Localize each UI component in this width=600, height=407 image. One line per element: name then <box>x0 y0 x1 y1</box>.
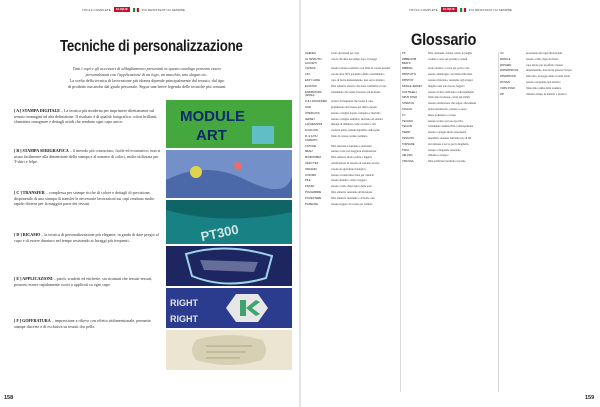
header-catalog: TOOLS COMPLETE <box>82 7 111 12</box>
glossary-entry <box>305 174 401 178</box>
photo-label: MODULE <box>180 108 245 125</box>
glossary-definition: filato tinto in massa, colori più stabili <box>428 96 470 100</box>
glossary-term: LAVORAZIONI <box>305 123 323 127</box>
glossary-definition: manufatto ottenuto dall'intreccio di fili <box>428 136 472 140</box>
glossary-definition: lavorazione a trecce per la maglieria <box>428 142 469 146</box>
glossary-term: AL TESSUTO / ACCORTI <box>305 57 323 65</box>
glossary-term: YARN DYED <box>500 86 515 90</box>
glossary-entry <box>305 203 401 207</box>
photo-embroidery <box>166 246 292 286</box>
glossary-definition: certificazione di assenza di sostanze nocive <box>331 161 380 165</box>
glossary-entry <box>500 93 596 97</box>
photo-digital-print <box>166 100 292 148</box>
page-title: Tecniche di personalizzazione <box>60 38 243 55</box>
glossary-entry <box>305 112 401 116</box>
glossary-term: POLIESTERE <box>305 196 322 200</box>
glossary-definition: trattamento che rende il tessuto più morbido <box>331 90 381 94</box>
embroidered-letters-icon <box>166 100 292 148</box>
header-catalog: TOOLS COMPLETE <box>409 7 438 12</box>
glossary-entry <box>500 75 596 79</box>
intro-text <box>26 66 268 90</box>
intro-line: Tutti i capi e gli accessori di abbigliamento presentati in questo catalogo possono essere <box>72 66 222 71</box>
glossary-definition: impermeabile, non lascia passare l'acqua <box>526 69 572 73</box>
glossary-entry <box>305 123 401 127</box>
glossary-term: WAFFLE <box>500 57 511 61</box>
glossary-term: TASLAN <box>402 107 412 111</box>
glossary-entry <box>305 191 401 195</box>
technique-description: – patch, scudetti ed etichette, sia ricamati che tessuti-tessuti, possono essere rapidamente cuciti o applicati su ogni capo. <box>14 276 153 287</box>
glossary-entry <box>500 64 596 68</box>
intro-line: di prodotto ma anche dal grado personale. Segue una breve legenda delle tecniche più comuni. <box>67 84 227 89</box>
glossary-entry <box>402 131 498 135</box>
glossary-term: ENZIMATURA (WASH) <box>305 90 322 98</box>
technique-code: [ C ] TRANSFER <box>14 190 45 195</box>
glossary-title: Glossario <box>411 30 477 49</box>
glossary-entry <box>402 114 498 118</box>
header-badge: CLIQUE <box>442 7 455 11</box>
glossary-entry <box>305 73 401 77</box>
glossary-definition: trattamento antimacchia e idrorepellente <box>428 125 474 129</box>
page-number-right: 159 <box>585 395 595 401</box>
glossary-entry <box>305 58 401 66</box>
photo-embossing <box>166 330 292 370</box>
glossary-definition: tecnica di maglieria che forma il capo <box>331 100 374 104</box>
glossary-term: INTERLOCK <box>305 111 320 115</box>
glossary-definition: filato di cotone cardato pettinato <box>331 134 368 138</box>
glossary-term: EASY CARE <box>305 78 320 82</box>
glossary-definition: tessuto leggero di cotone per camicie <box>331 202 373 206</box>
glossary-term: TESSUTO <box>402 136 415 140</box>
glossary-definition: tessuto a trama intrecciata per camicie <box>331 173 374 177</box>
header-subtitle: PIU RESISTENTI DI SEMPRE <box>468 7 513 12</box>
technique-description: – la tecnica di personalizzazione più elegante, in grado di dare pregio al capo e di essere duraturo nel tempo resistendo ai lavaggi più frequenti. <box>14 232 159 243</box>
glossary-entry <box>402 160 498 164</box>
glossary-definition: nylon testurizzato, robusto e opaco <box>428 107 468 111</box>
glossary-term: PIQUET <box>305 185 315 189</box>
page-number-left: 158 <box>4 395 14 401</box>
glossary-definition: chiusura lampo in metallo o plastica <box>526 92 567 96</box>
glossary-definition: scelta dei tessuti per capi <box>331 52 359 55</box>
patch-badge-icon <box>166 288 292 328</box>
italian-flag-icon <box>133 8 139 12</box>
glossary-entry <box>305 67 401 71</box>
glossary-columns <box>301 52 600 392</box>
glossary-entry <box>402 58 498 66</box>
glossary-term: CFC <box>305 73 311 77</box>
glossary-entry <box>305 150 401 154</box>
technique-item <box>14 108 162 125</box>
glossary-entry <box>305 129 401 133</box>
glossary-definition: tessuto antistrappo con trama rinforzata <box>428 73 473 77</box>
glossary-entry <box>402 143 498 147</box>
photo-label: RIGHT <box>170 298 198 308</box>
glossary-definition: chiusura a strappo <box>428 154 449 158</box>
glossary-definition: fibra sintetica molto sottile e leggera <box>331 156 372 160</box>
glossary-definition: protezione dai raggi ultravioletti <box>526 52 563 55</box>
embroidery-icon <box>166 246 292 286</box>
glossary-entry <box>402 120 498 124</box>
glossary-entry <box>305 168 401 172</box>
glossary-term: TERRY <box>402 131 411 135</box>
glossary-entry <box>402 154 498 158</box>
glossary-term: AGENDA <box>305 52 316 55</box>
glossary-definition: antivento, protegge dalle correnti d'aria <box>526 75 570 79</box>
glossary-entry <box>500 58 596 62</box>
technique-code: [ E ] APPLICAZIONI <box>14 276 53 281</box>
technique-item <box>14 148 162 165</box>
glossary-term: TORSADE <box>402 142 415 146</box>
glossary-entry <box>402 85 498 89</box>
svg-text:ART: ART <box>196 127 227 144</box>
glossary-entry <box>500 87 596 91</box>
glossary-definition: fibra sintetica elastica che dona vestibilità al capo <box>331 84 387 88</box>
glossary-definition: fibra naturale traspirante e resistente <box>331 144 372 148</box>
glossary-definition: cotone da agricoltura biologica <box>331 167 366 171</box>
glossary-entry <box>305 79 401 83</box>
glossary-entry <box>305 145 401 149</box>
glossary-definition: tessuto tecnico antivento e idrorepellente <box>428 90 474 94</box>
header-badge: CLIQUE <box>115 7 128 11</box>
glossary-term: MESH <box>305 150 313 154</box>
glossary-entry <box>402 79 498 83</box>
photo-screen-print <box>166 150 292 198</box>
glossary-entry <box>402 137 498 141</box>
glossary-term: ELASTAN <box>305 84 317 88</box>
glossary-entry <box>402 91 498 95</box>
glossary-column <box>305 52 401 208</box>
glossary-term: JERSEY <box>305 117 316 121</box>
glossary-definition: tessuto a maglia semplice, morbido ed elastico <box>331 117 384 121</box>
glossary-term: WOVEN <box>500 80 510 84</box>
glossary-entry <box>305 156 401 160</box>
glossary-entry <box>305 100 401 104</box>
glossary-entry <box>305 197 401 201</box>
technique-code: [ B ] STAMPA SERIGRAFICA <box>14 148 69 153</box>
glossary-definition: filato tinto prima della tessitura <box>526 86 562 90</box>
glossary-definition: bordo elastico a coste per polsi e vita <box>428 67 470 71</box>
intro-line: La scelta della tecnica di lavorazione più idonea dipende principalmente dal tessuto, dal tipo <box>69 78 225 83</box>
glossary-term: ZIP <box>500 92 505 96</box>
glossary-term: SOFTSHELL <box>402 90 418 94</box>
technique-item <box>14 190 162 207</box>
glossary-column <box>500 52 596 98</box>
glossary-term: GSM <box>305 105 311 109</box>
glossary-term: FULL FASHIONED <box>305 100 327 104</box>
glossary-term: SPUN DYED <box>402 96 418 100</box>
glossary-entry <box>305 179 401 183</box>
embossed-logo-icon <box>166 330 292 370</box>
glossary-term: UV <box>500 52 504 55</box>
glossary-definition: fibra artificiale morbida e lucente <box>428 160 466 164</box>
glossary-definition: colore che dura nel tempo dopo i lavaggi <box>331 57 377 61</box>
glossary-definition: cucitura piatta, nessun ingombro sulla pelle <box>331 129 380 133</box>
glossary-term: FLATLOCK <box>305 129 319 133</box>
technique-description: – complessa per stampe ricche di colore e dettagli di precisione, disponendo di una stampa di transfer le necessarie lavorazioni sui capi rendono molto rapido diverse per la maggior parte dei tessuti. <box>14 190 155 207</box>
glossary-definition: tessuto rinforzato, resistente agli strappi <box>428 78 473 82</box>
glossary-definition: maglia a una sola faccia, leggera <box>428 84 465 88</box>
photo-patch <box>166 288 292 328</box>
intro-line: personalizzati con l'applicazione di un logo, un marchio, uno slogan etc.. <box>85 72 209 77</box>
glossary-entry <box>500 52 596 56</box>
glossary-entry <box>402 52 498 56</box>
glossary-definition: tessuto elasticizzato che segue i movimenti <box>428 102 477 106</box>
glossary-definition: tessuto a diagonale resistente <box>428 148 461 152</box>
glossary-term: VELCRO <box>402 154 413 158</box>
glossary-definition: fibre resistenti, trattate contro le pieghe <box>428 52 472 55</box>
glossary-entry <box>500 81 596 85</box>
page-right <box>301 0 600 407</box>
glossary-term: POPELINE <box>305 202 318 206</box>
glossary-definition: cotone oltre 50% garantito ottimo assorbimento <box>331 73 385 77</box>
glossary-term: CANVAS <box>305 67 316 71</box>
technique-description: – La tecnica più moderna per imprimere direttamente sul tessuto immagini ad alta definizione. Il risultato è di qualità fotografica: colori brillanti, sfumature omogenee e dettagli nitidi che rendono ogni capo unico. <box>14 108 158 125</box>
glossary-term: TECHNO <box>402 119 413 123</box>
printed-fabric-icon <box>166 150 292 198</box>
glossary-entry <box>402 108 498 112</box>
glossary-definition: dettagli di rifinitura come cuciture e orli <box>331 123 376 127</box>
glossary-term: ORGANIC <box>305 167 318 171</box>
glossary-term: SINGLE JERSEY <box>402 84 423 88</box>
glossary-term: MICROFIBRA <box>305 156 322 160</box>
glossary-term: RIPSTOP N <box>402 73 416 77</box>
glossary-definition: tessuto a maglia doppia compatto e morbido <box>331 111 381 115</box>
glossary-entry <box>305 106 401 110</box>
glossary-definition: tessuto robusto realizzato con filati di cotone pesante <box>331 67 391 71</box>
glossary-term: VISCOSA <box>402 160 414 164</box>
glossary-entry <box>402 67 498 71</box>
running-header-left <box>82 6 185 13</box>
glossary-definition: tessuto tecnico per uso sportivo <box>428 119 464 123</box>
technique-description: – il metodo più conosciuto, facile ed economico, non si usura facilmente alla dimensione della stampa e al numero di colori, molto utilizzata per T-shirt e felpe. <box>14 148 161 165</box>
glossary-term: OEKO TEX <box>305 161 319 165</box>
glossary-term: STRETCH <box>402 102 415 106</box>
glossary-term: RIBBING <box>402 67 413 71</box>
glossary-definition: tessuto a nido d'ape in rilievo <box>526 57 559 61</box>
header-subtitle: PIU RESISTENTI DI SEMPRE <box>141 7 186 12</box>
technique-item <box>14 276 162 287</box>
glossary-definition: fibra sintetica resistente all'abrasione <box>331 190 373 194</box>
running-header-right <box>409 6 512 13</box>
glossary-entry <box>500 69 596 73</box>
glossary-term: WINDPROOF <box>500 75 517 79</box>
glossary-term: M. E A PIU CARDATO <box>305 134 318 142</box>
glossary-term: TC <box>402 113 406 117</box>
glossary-definition: capo di facile manutenzione, non serve stiratura <box>331 78 385 82</box>
glossary-term: WATERPROOF <box>500 69 519 73</box>
glossary-definition: tessuto ortogonale non elastico <box>526 80 561 84</box>
svg-text:RIGHT: RIGHT <box>170 314 198 324</box>
glossary-entry <box>305 91 401 99</box>
glossary-definition: grammatura del tessuto per metro quadro <box>331 105 378 109</box>
glossary-entry <box>402 102 498 106</box>
glossary-term: PILE <box>305 179 311 183</box>
glossary-entry <box>402 149 498 153</box>
glossary-definition: tessuto a rete per maggiore traspirazione <box>331 150 377 154</box>
technique-code: [ F ] GOFFRATURA <box>14 318 51 323</box>
glossary-term: TWILL <box>402 148 410 152</box>
glossary-entry <box>402 96 498 100</box>
technique-description: – impressione a rilievo con effetto tridimensionale, permette stampe discrete e di esclusiva su tessuti che pelle. <box>14 318 151 329</box>
page-left <box>0 0 299 407</box>
glossary-definition: fibra sintetica resistente e di facile cura <box>331 196 375 200</box>
glossary-definition: tessuto a spugna molto assorbente <box>428 131 467 135</box>
glossary-term: WASHED <box>500 63 512 67</box>
glossary-term: COTONE <box>305 144 317 148</box>
photo-label: PT300 <box>199 221 240 244</box>
glossary-definition: misto poliestere e cotone <box>428 113 456 117</box>
technique-code: [ A ] STAMPA DIGITALE <box>14 108 60 113</box>
italian-flag-icon <box>460 8 466 12</box>
glossary-term: TEFLON <box>402 125 413 129</box>
glossary-entry <box>305 118 401 122</box>
glossary-term: RIPSTOP <box>402 78 414 82</box>
technique-code: [ D ] RICAMO <box>14 232 41 237</box>
glossary-entry <box>402 73 498 77</box>
glossary-term: OXFORD <box>305 173 317 177</box>
photo-transfer <box>166 200 292 244</box>
column-divider <box>498 52 499 392</box>
glossary-definition: tessuto a nido d'ape tipico delle polo <box>331 185 372 189</box>
glossary-definition: tessuto sintetico caldo e leggero <box>331 179 367 183</box>
technique-item <box>14 318 162 329</box>
glossary-entry <box>305 135 401 143</box>
glossary-definition: capo lavato per un effetto vissuto <box>526 63 564 67</box>
technique-item <box>14 232 162 243</box>
transfer-print-icon <box>166 200 292 244</box>
glossary-term: RIBBE ROB. BRATS <box>402 57 417 65</box>
glossary-column <box>402 52 498 166</box>
glossary-entry <box>402 125 498 129</box>
glossary-definition: costine a coste per polsini e colletti <box>428 57 468 61</box>
glossary-entry <box>305 162 401 166</box>
glossary-term: POLIAMMIDE <box>305 190 322 194</box>
glossary-term: PS <box>402 52 406 55</box>
glossary-entry <box>305 185 401 189</box>
glossary-entry <box>305 52 401 56</box>
glossary-entry <box>305 85 401 89</box>
